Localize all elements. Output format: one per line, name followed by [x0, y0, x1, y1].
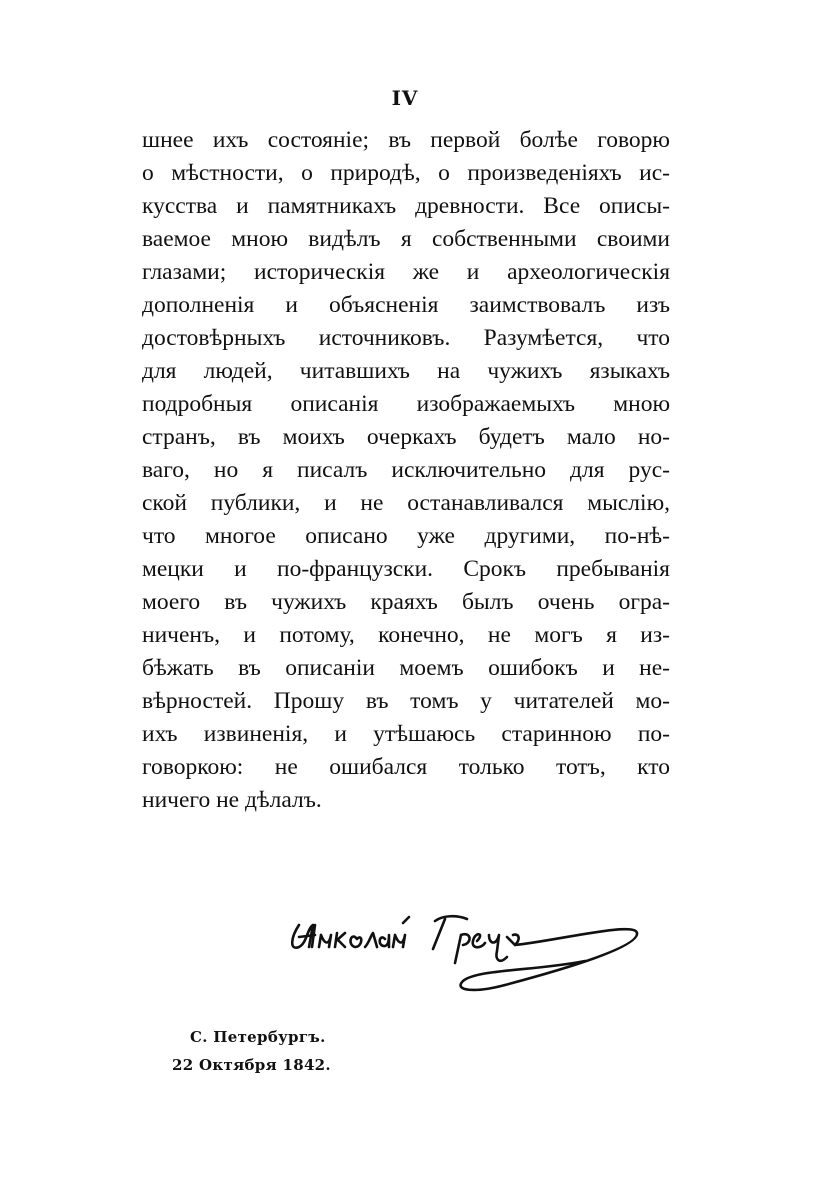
text-line-last: ничего не дѣлалъ. — [142, 787, 322, 813]
text-line: что многое описано уже другими, по-нѣ- — [142, 523, 670, 549]
text-line: шнее ихъ состоянiе; въ первой болѣе говорю — [142, 127, 670, 153]
text-line: кусства и памятникахъ древности. Все описы- — [142, 193, 670, 219]
text-line: бѣжать въ описанiи моемъ ошибокъ и не- — [142, 655, 670, 681]
text-line: достовѣрныхъ источниковъ. Разумѣется, что — [142, 325, 670, 351]
date-line: 22 Октября 1842. — [172, 1056, 331, 1074]
page-number: IV — [391, 86, 419, 110]
text-line: подробныя описанiя изображаемыхъ мною — [142, 391, 670, 417]
text-line: вѣрностей. Прошу въ томъ у читателей мо- — [142, 688, 670, 714]
text-line: говоркою: не ошибался только тотъ, кто — [142, 754, 670, 780]
body-paragraph — [142, 124, 670, 817]
handwritten-signature — [285, 885, 665, 1005]
text-line: о мѣстности, о природѣ, о произведенiяхъ ис- — [142, 160, 670, 186]
text-line: для людей, читавшихъ на чужихъ языкахъ — [142, 358, 670, 384]
signature-image — [285, 885, 665, 1005]
text-line: глазами; историческiя же и археологическiя — [142, 259, 670, 285]
text-line: ихъ извиненiя, и утѣшаюсь старинною по- — [142, 721, 670, 747]
text-line: мецки и по-французски. Срокъ пребыванiя — [142, 556, 670, 582]
text-line: ниченъ, и потому, конечно, не могъ я из- — [142, 622, 670, 648]
text-line: моего въ чужихъ краяхъ былъ очень огра- — [142, 589, 670, 615]
text-line: странъ, въ моихъ очеркахъ будетъ мало но- — [142, 424, 670, 450]
text-line: дополненiя и объясненiя заимствовалъ изъ — [142, 292, 670, 318]
place-line: С. Петербургъ. — [190, 1028, 326, 1046]
text-line: ваемое мною видѣлъ я собственными своими — [142, 226, 670, 252]
text-line: ваго, но я писалъ исключительно для рус- — [142, 457, 670, 483]
text-line: ской публики, и не останавливался мыслiю, — [142, 490, 670, 516]
